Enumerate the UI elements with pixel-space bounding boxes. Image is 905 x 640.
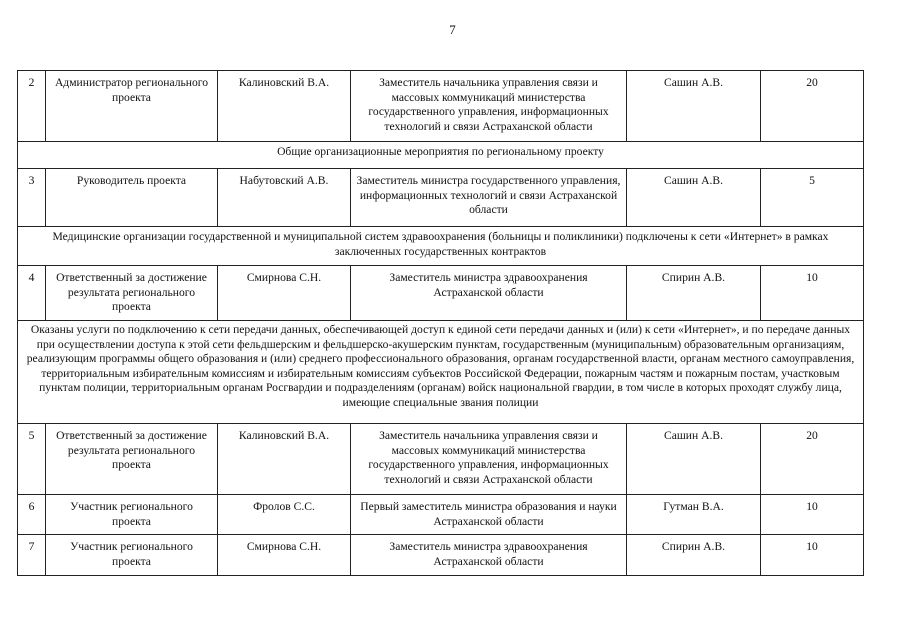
workload-percent: 5 <box>761 169 864 227</box>
project-team-table <box>17 70 864 576</box>
project-role: Руководитель проекта <box>46 169 218 227</box>
row-number: 3 <box>18 169 46 227</box>
page-number: 7 <box>449 22 456 37</box>
direct-supervisor: Сашин А.В. <box>627 424 761 495</box>
row-number: 2 <box>18 71 46 142</box>
table-row <box>18 71 864 142</box>
table-row <box>18 266 864 321</box>
section-title: Общие организационные мероприятия по региональному проекту <box>18 142 864 169</box>
project-role: Ответственный за достижение результата регионального проекта <box>46 424 218 495</box>
member-name: Калиновский В.А. <box>218 71 351 142</box>
member-name: Набутовский А.В. <box>218 169 351 227</box>
section-row <box>18 227 864 266</box>
direct-supervisor: Гутман В.А. <box>627 495 761 535</box>
member-position: Заместитель начальника управления связи и массовых коммуникаций министерства государственного управления, информационных технологий и связи Астраханской области <box>351 424 627 495</box>
member-name: Калиновский В.А. <box>218 424 351 495</box>
member-position: Заместитель министра здравоохранения Астраханской области <box>351 266 627 321</box>
project-role: Участник регионального проекта <box>46 495 218 535</box>
workload-percent: 10 <box>761 266 864 321</box>
row-number: 7 <box>18 535 46 576</box>
table-row <box>18 495 864 535</box>
direct-supervisor: Спирин А.В. <box>627 266 761 321</box>
direct-supervisor: Сашин А.В. <box>627 169 761 227</box>
member-name: Фролов С.С. <box>218 495 351 535</box>
project-role: Участник регионального проекта <box>46 535 218 576</box>
section-title: Оказаны услуги по подключению к сети передачи данных, обеспечивающей доступ к единой сети передачи данных и (или) к сети «Интернет», и по передаче данных при осуществлении доступа к этой сети фельдшерским и фельдшерско-акушерским пунктам, государственным (муниципальным) образовательным организациям, реализующим программы общего образования и (или) среднего профессионального образования, органам государственной власти, органам местного самоуправления, территориальным избирательным комиссиям и избирательным комиссиям субъектов Российской Федерации, пожарным частям и пожарным постам, участковым пунктам полиции, территориальным органам Росгвардии и подразделениям (органам) войск национальной гвардии, в том числе в которых проходят службу лица, имеющие специальные звания полиции <box>18 321 864 424</box>
workload-percent: 20 <box>761 71 864 142</box>
table-row <box>18 535 864 576</box>
member-position: Заместитель начальника управления связи и массовых коммуникаций министерства государственного управления, информационных технологий и связи Астраханской области <box>351 71 627 142</box>
direct-supervisor: Сашин А.В. <box>627 71 761 142</box>
table-row <box>18 424 864 495</box>
member-position: Заместитель министра здравоохранения Астраханской области <box>351 535 627 576</box>
member-name: Смирнова С.Н. <box>218 535 351 576</box>
project-role: Ответственный за достижение результата регионального проекта <box>46 266 218 321</box>
workload-percent: 10 <box>761 495 864 535</box>
row-number: 5 <box>18 424 46 495</box>
direct-supervisor: Спирин А.В. <box>627 535 761 576</box>
section-title: Медицинские организации государственной и муниципальной систем здравоохранения (больницы и поликлиники) подключены к сети «Интернет» в рамках заключенных государственных контрактов <box>18 227 864 266</box>
member-position: Первый заместитель министра образования и науки Астраханской области <box>351 495 627 535</box>
section-row <box>18 321 864 424</box>
workload-percent: 20 <box>761 424 864 495</box>
table-row <box>18 169 864 227</box>
row-number: 6 <box>18 495 46 535</box>
project-role: Администратор регионального проекта <box>46 71 218 142</box>
member-name: Смирнова С.Н. <box>218 266 351 321</box>
member-position: Заместитель министра государственного управления, информационных технологий и связи Астраханской области <box>351 169 627 227</box>
section-row <box>18 142 864 169</box>
row-number: 4 <box>18 266 46 321</box>
workload-percent: 10 <box>761 535 864 576</box>
